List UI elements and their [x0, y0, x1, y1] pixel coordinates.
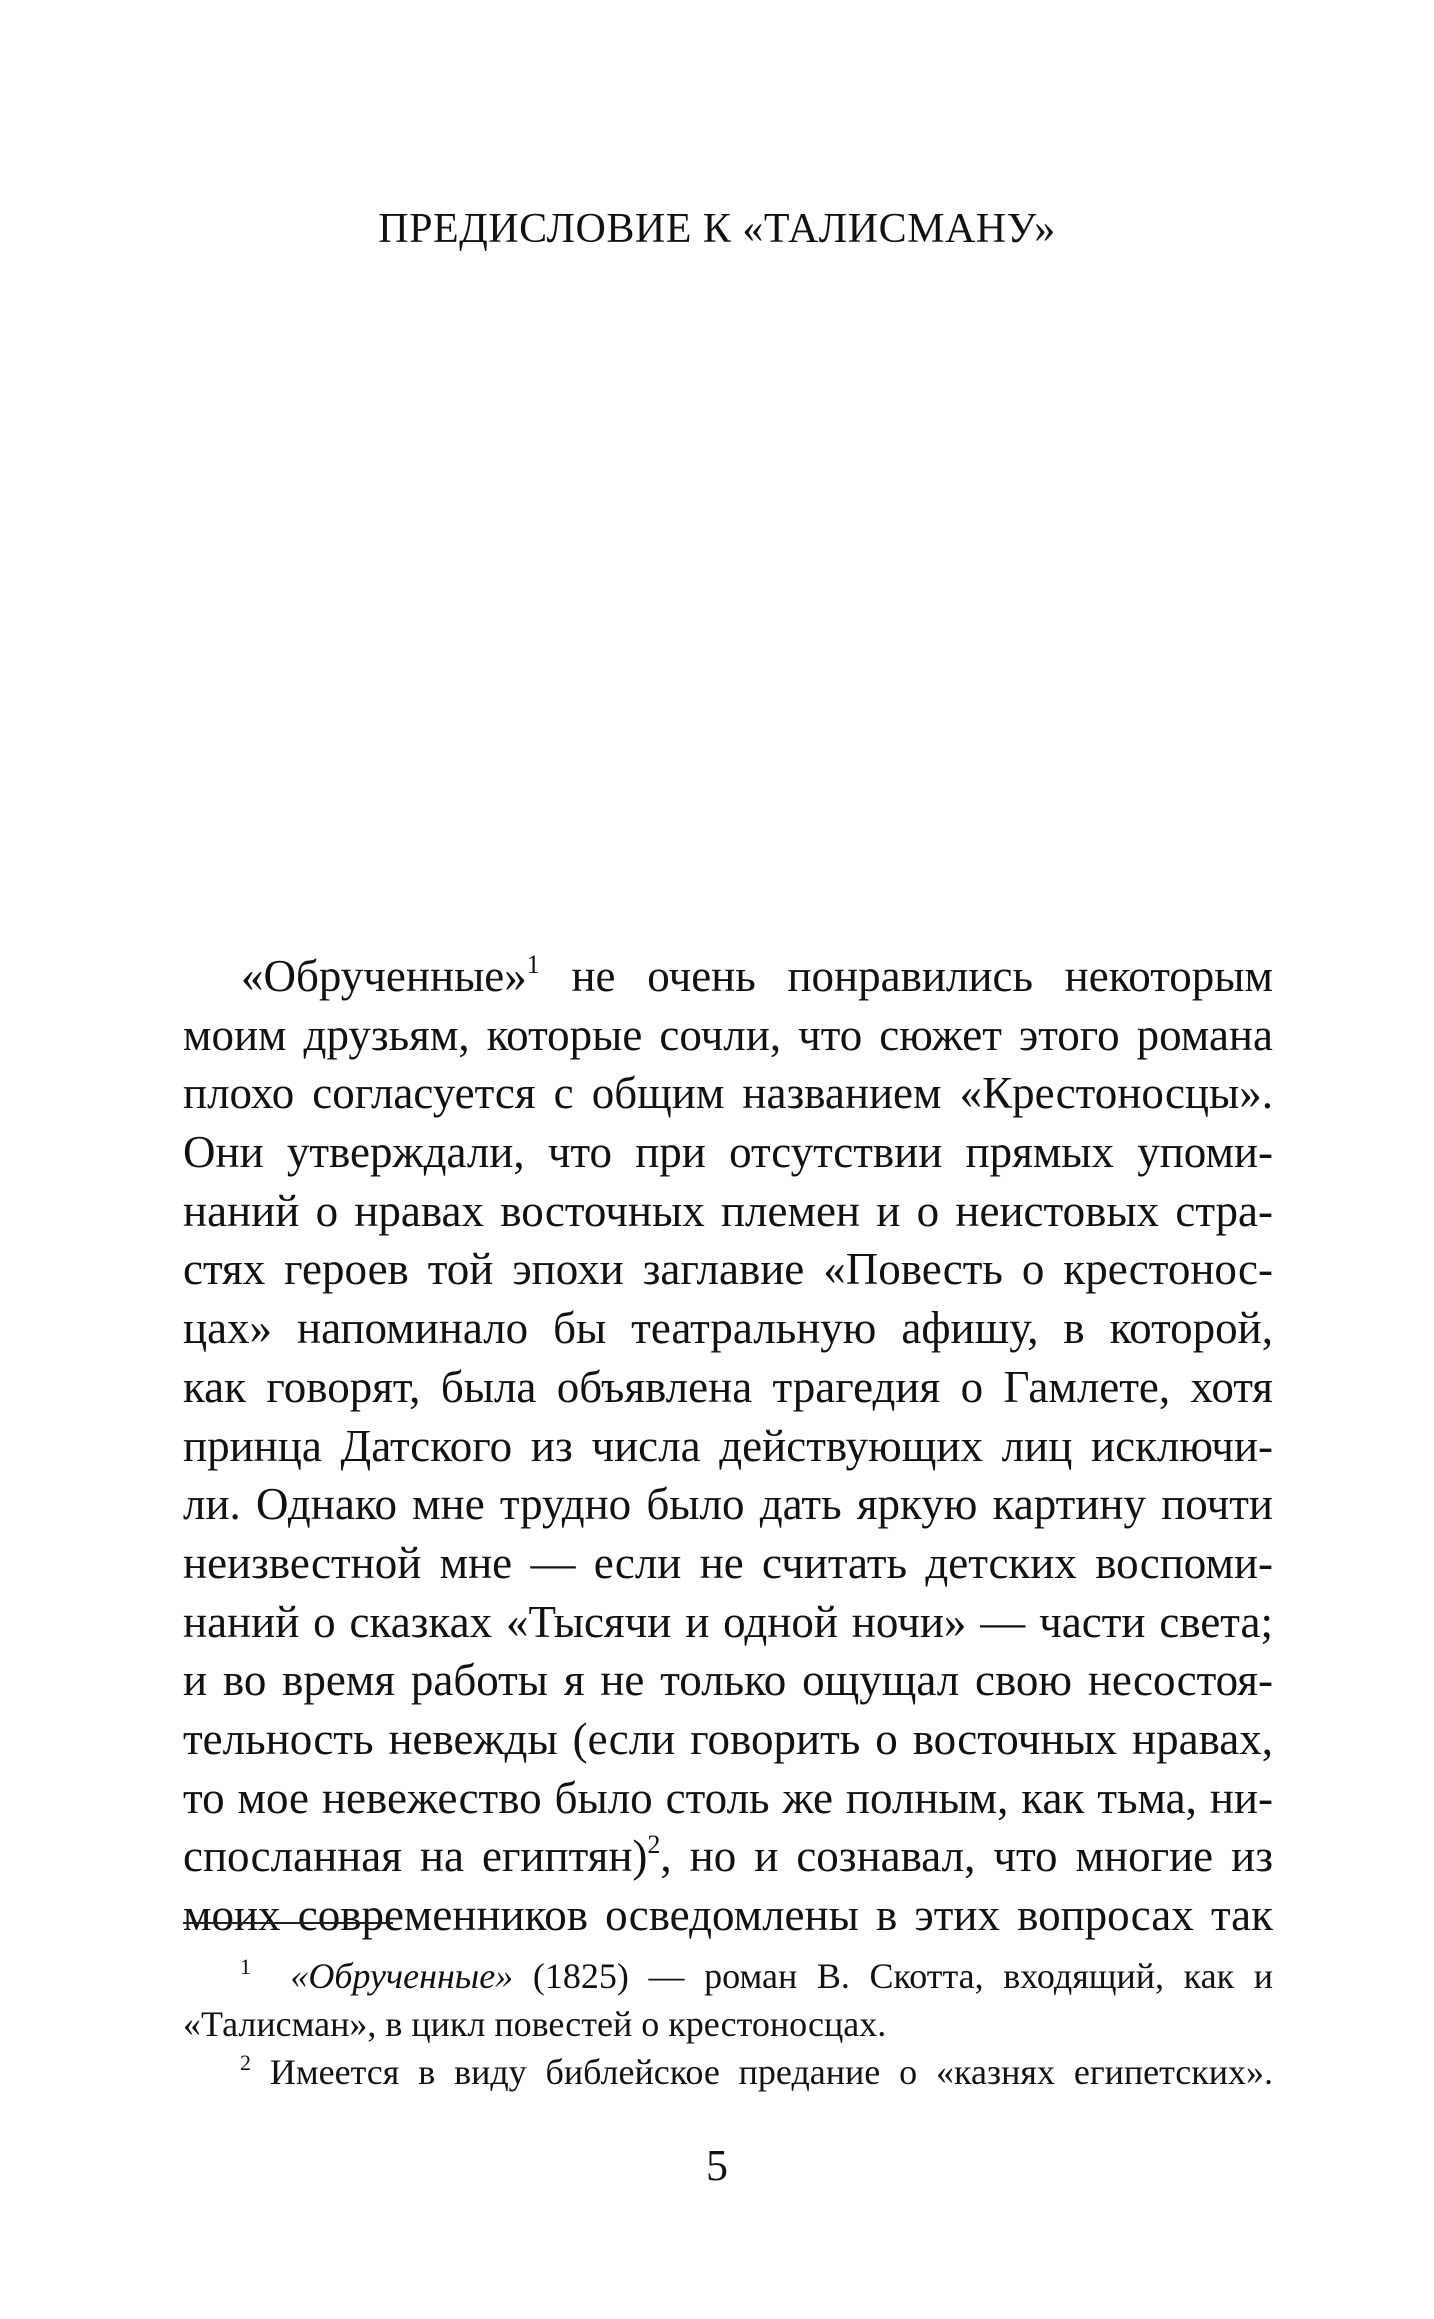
footnote-ref-1: 1: [526, 950, 540, 979]
footnote-marker-1: 1: [240, 1954, 251, 1979]
footnote-ref-2: 2: [647, 1830, 661, 1860]
text-line: плохо согласуется с общим названием «Крестоносцы».: [183, 1068, 1273, 1119]
text-span: «Обрученные»: [241, 951, 527, 1001]
text-line: то мое невежество было столь же полным, как тьма, ни-: [183, 1772, 1273, 1823]
text-span: спосланная на египтян): [183, 1831, 648, 1882]
text-line: и во время работы я не только ощущал свою несостоя-: [183, 1655, 1273, 1706]
text-line: наний о сказках «Тысячи и одной ночи» — части света;: [183, 1596, 1273, 1647]
text-line: принца Датского из числа действующих лиц исключи-: [183, 1420, 1273, 1471]
text-line: как говорят, была объявлена трагедия о Гамлете, хотя: [183, 1361, 1273, 1412]
footnote-2: [183, 2048, 1273, 2096]
text-line: стях героев той эпохи заглавие «Повесть о крестонос-: [183, 1244, 1273, 1295]
text-line: ли. Однако мне трудно было дать яркую картину почти: [183, 1479, 1273, 1530]
footnote-1-continuation: «Талисман», в цикл повестей о крестоносцах.: [183, 2004, 887, 2044]
footnote-1-text: (1825) — роман В. Скотта, входящий, как и: [513, 1956, 1274, 1996]
text-line: неизвестной мне — если не считать детских воспоми-: [183, 1537, 1273, 1588]
text-line: наний о нравах восточных племен и о неистовых стра-: [183, 1185, 1273, 1236]
text-line: [183, 1827, 1273, 1886]
chapter-title: ПРЕДИСЛОВИЕ К «ТАЛИСМАНУ»: [378, 206, 1056, 252]
text-line: моим друзьям, которые сочли, что сюжет этого романа: [183, 1009, 1273, 1060]
footnotes: [183, 1952, 1273, 2096]
text-line: [183, 947, 1273, 1006]
text-line: цах» напоминало бы театральную афишу, в которой,: [183, 1303, 1273, 1354]
text-line: моих современников осведомлены в этих вопросах так: [183, 1890, 1273, 1940]
footnote-divider: [183, 1922, 393, 1924]
text-span: не очень понравились некоторым: [539, 951, 1273, 1001]
text-line: Они утверждали, что при отсутствии прямых упоми-: [183, 1127, 1273, 1178]
footnote-1: [183, 1952, 1273, 2000]
body-text: [183, 947, 1273, 1945]
footnote-marker-2: 2: [240, 2050, 251, 2075]
text-line: тельность невежды (если говорить о восточных нравах,: [183, 1713, 1273, 1764]
footnote-2-text: Имеется в виду библейское предание о «казнях египетских».: [251, 2052, 1273, 2092]
page-number: 5: [706, 2141, 728, 2190]
footnote-1-title: «Обрученные»: [290, 1956, 514, 1996]
text-span: , но и сознавал, что многие из: [660, 1831, 1273, 1882]
